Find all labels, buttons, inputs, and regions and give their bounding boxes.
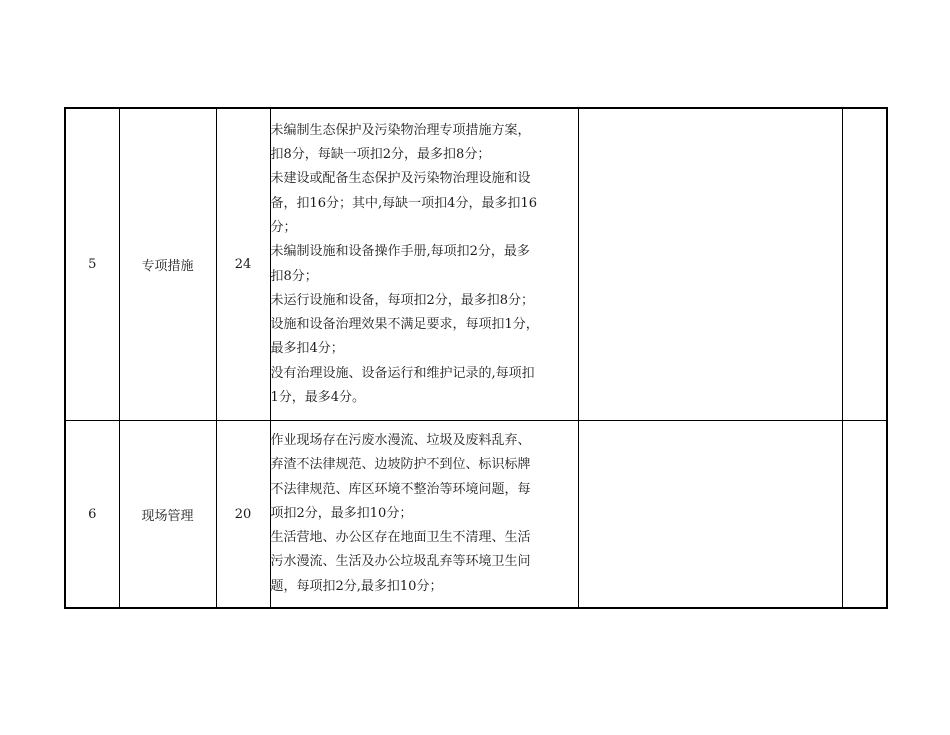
item-name-cell: 专项措施 <box>119 108 216 421</box>
criteria-line: 设施和设备治理效果不满足要求，每项扣1分， <box>270 317 539 333</box>
criteria-line: 题，每项扣2分,最多扣10分； <box>270 578 443 594</box>
criteria-line: 作业现场存在污废水漫流、垃圾及废料乱弃、 <box>270 432 531 448</box>
criteria-line: 最多扣4分； <box>270 341 344 357</box>
item-name-cell: 现场管理 <box>119 421 216 609</box>
criteria-cell <box>270 421 578 609</box>
criteria-line: 项扣2分，最多扣10分； <box>270 505 413 521</box>
remark-cell <box>842 108 887 421</box>
criteria-line: 分； <box>270 219 297 235</box>
criteria-line: 备，扣16分；其中,每缺一项扣4分，最多扣16 <box>270 195 537 211</box>
result-cell <box>578 421 842 609</box>
criteria-line: 1分，最多4分。 <box>270 389 366 405</box>
score-cell: 20 <box>216 421 270 609</box>
score-cell: 24 <box>216 108 270 421</box>
table-row <box>65 108 887 421</box>
criteria-line: 扣8分； <box>270 268 318 284</box>
row-number-cell: 6 <box>65 421 119 609</box>
criteria-line: 扣8分，每缺一项扣2分，最多扣8分； <box>270 147 491 163</box>
criteria-line: 弃渣不法律规范、边坡防护不到位、标识标牌 <box>270 457 531 473</box>
criteria-line: 未运行设施和设备，每项扣2分，最多扣8分； <box>270 292 535 308</box>
criteria-line: 不法律规范、库区环境不整治等环境问题，每 <box>270 481 531 497</box>
criteria-line: 未编制生态保护及污染物治理专项措施方案， <box>270 122 531 138</box>
scoring-table <box>64 107 888 609</box>
criteria-cell <box>270 108 578 421</box>
row-number-cell: 5 <box>65 108 119 421</box>
table-row <box>65 421 887 609</box>
result-cell <box>578 108 842 421</box>
criteria-line: 生活营地、办公区存在地面卫生不清理、生活 <box>270 530 531 546</box>
remark-cell <box>842 421 887 609</box>
criteria-line: 污水漫流、生活及办公垃圾乱弃等环境卫生问 <box>270 554 531 570</box>
criteria-line: 没有治理设施、设备运行和维护记录的,每项扣 <box>270 365 535 381</box>
criteria-line: 未编制设施和设备操作手册,每项扣2分，最多 <box>270 244 530 260</box>
criteria-line: 未建设或配备生态保护及污染物治理设施和设 <box>270 171 531 187</box>
